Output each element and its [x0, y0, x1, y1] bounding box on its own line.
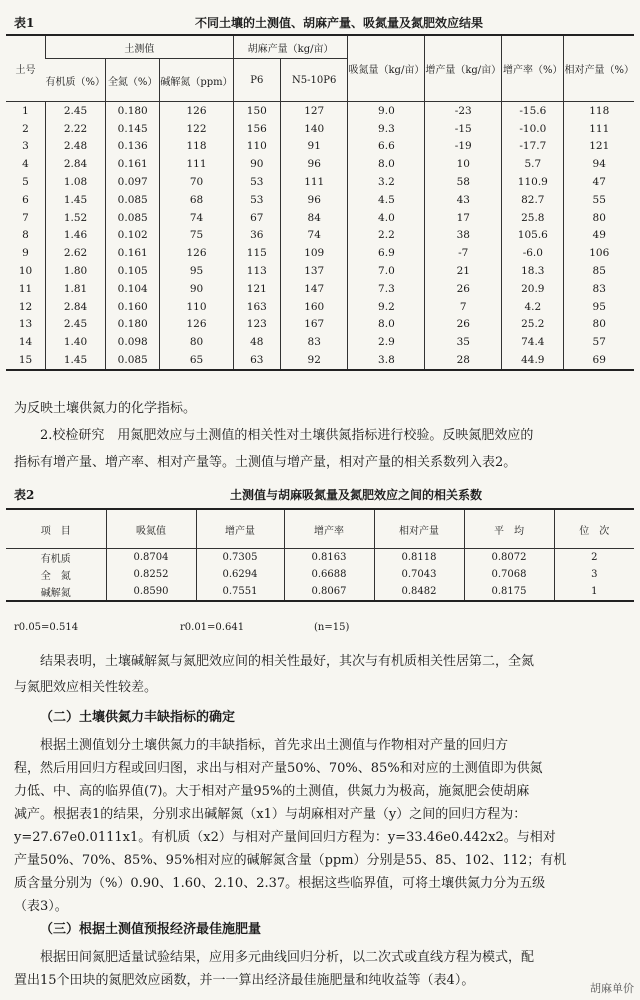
paragraph-3-line-1: 结果表明，土壤碱解氮与氮肥效应间的相关性最好，其次与有机质相关性居第二，全氮 [40, 654, 535, 669]
table1-row [6, 351, 634, 370]
table1-cell: 6.9 [348, 244, 425, 262]
table1-cell: 150 [233, 102, 280, 120]
table1-cell: 160 [280, 298, 348, 316]
table2-cell: 0.8067 [284, 583, 374, 601]
table1-cell: 1.80 [46, 262, 106, 280]
table1-cell: 74.4 [502, 333, 564, 351]
table1-cell: 10 [18, 265, 33, 278]
table1-cell: 0.160 [106, 298, 160, 316]
table1-cell: 110.9 [502, 173, 564, 191]
table1-cell: 74 [160, 209, 233, 227]
table1-cell: -7 [425, 244, 502, 262]
table1-cell: 7.3 [348, 280, 425, 298]
paragraph-5-line: 根据田间氮肥适量试验结果，应用多元曲线回归分析，以二次式或直线方程为模式，配 [40, 950, 535, 965]
table1-cell: 118 [160, 138, 233, 156]
table1-cell: 113 [233, 262, 280, 280]
table1-cell: 57 [564, 333, 634, 351]
table1-cell: 2.45 [46, 102, 106, 120]
section-heading-2: （二）土壤供氮力丰缺指标的确定 [40, 710, 236, 725]
table1-cell: 8.0 [348, 316, 425, 334]
table1-header-test-values: 土测值 [46, 35, 234, 59]
table1-cell: 14 [18, 336, 33, 349]
table1-cell: 123 [233, 316, 280, 334]
table1-cell: 18.3 [502, 262, 564, 280]
table2-cell: 0.7305 [196, 549, 284, 567]
table1-cell: 5.7 [502, 155, 564, 173]
table1-cell: 1.40 [46, 333, 106, 351]
table1-cell: 9 [22, 247, 29, 260]
table1-cell: 68 [160, 191, 233, 209]
table2-header-cell: 增产率 [284, 509, 374, 549]
table1-cell: 96 [280, 191, 348, 209]
paragraph-4-line: 产量50%、70%、85%、95%相对应的碱解氮含量（ppm）分别是55、85、102、112；有机 [14, 853, 567, 868]
table1-cell: 48 [233, 333, 280, 351]
table2-header-cell: 位 次 [554, 509, 634, 549]
table1-cell: 126 [160, 316, 233, 334]
table2-cell: 0.8163 [284, 549, 374, 567]
table1-cell: 1.45 [46, 191, 106, 209]
paragraph-4-line: 质含量分别为（%）0.90、1.60、2.10、2.37。根据这些临界值，可将土壤供氮力分为五级 [14, 876, 546, 891]
table1-cell: 122 [160, 120, 233, 138]
table2-header-cell: 增产量 [196, 509, 284, 549]
section-heading-3: （三）根据土测值预报经济最佳施肥量 [40, 922, 262, 937]
table2-cell: 1 [554, 583, 634, 601]
table1-row [6, 173, 634, 191]
table1-cell: 2.45 [46, 316, 106, 334]
table1-header-an: 碱解氮（ppm） [160, 59, 233, 102]
table1-cell: 4 [22, 158, 29, 171]
table1-cell: 8.0 [348, 155, 425, 173]
paragraph-2-line-1: 2.校检研究 用氮肥效应与土测值的相关性对土壤供氮指标进行校验。反映氮肥效应的 [40, 428, 534, 443]
table1-row [6, 333, 634, 351]
table1-cell: 147 [280, 280, 348, 298]
table1-cell: 126 [160, 102, 233, 120]
table1-cell: 90 [233, 155, 280, 173]
table1-cell: 0.161 [106, 244, 160, 262]
table1-cell: 36 [233, 227, 280, 245]
table1-cell: 126 [160, 244, 233, 262]
table1-cell: 2 [22, 122, 29, 135]
table1-cell: 26 [425, 316, 502, 334]
table1-cell: 10 [425, 155, 502, 173]
table1-cell: 1.81 [46, 280, 106, 298]
table1-cell: 85 [564, 262, 634, 280]
table1-cell: 105.6 [502, 227, 564, 245]
table1-cell: 95 [160, 262, 233, 280]
table1-cell: 156 [233, 120, 280, 138]
table1-cell: 1.46 [46, 227, 106, 245]
table1-cell: 75 [160, 227, 233, 245]
table1-cell: 2.84 [46, 155, 106, 173]
table1-cell: -23 [425, 102, 502, 120]
table2-cell: 3 [554, 566, 634, 583]
paragraph-3-line-2: 与氮肥效应相关性较差。 [14, 680, 158, 695]
table1-cell: 80 [564, 209, 634, 227]
table2-cell: 0.8175 [464, 583, 554, 601]
table1-cell: 2.9 [348, 333, 425, 351]
table2-label: 表2 [14, 488, 35, 502]
paragraph-4-line: （表3）。 [14, 899, 68, 914]
table1-cell: 9.3 [348, 120, 425, 138]
table1-cell: 4.5 [348, 191, 425, 209]
table1-header-n5: N5-10P6 [280, 59, 348, 102]
table1-cell: 17 [425, 209, 502, 227]
table1-cell: 111 [280, 173, 348, 191]
table1-cell: 8 [22, 229, 29, 242]
table1-header-increase: 增产量（kg/亩） [425, 35, 502, 102]
table1-cell: 0.104 [106, 280, 160, 298]
table2-header-cell: 平 均 [464, 509, 554, 549]
table2-cell: 全 氮 [40, 571, 71, 582]
table1-cell: 110 [233, 138, 280, 156]
table1-cell: 47 [564, 173, 634, 191]
table1-cell: 80 [160, 333, 233, 351]
table2-footnote-r001: r0.01=0.641 [180, 622, 245, 633]
table1-cell: 0.102 [106, 227, 160, 245]
table1-cell: 70 [160, 173, 233, 191]
table1-cell: 163 [233, 298, 280, 316]
table1-cell: 38 [425, 227, 502, 245]
table1-cell: 63 [233, 351, 280, 370]
table1-row [6, 191, 634, 209]
table1-cell: 7 [425, 298, 502, 316]
table1-cell: 90 [160, 280, 233, 298]
table2-cell: 0.8252 [106, 566, 196, 583]
table1-row [6, 244, 634, 262]
table1-cell: 121 [564, 138, 634, 156]
table1-header-relative: 相对产量（%） [564, 35, 634, 102]
table2-header-cell: 项 目 [40, 525, 71, 537]
table2-footnote-n: (n=15) [314, 622, 350, 633]
table1-cell: -15.6 [502, 102, 564, 120]
table1-cell: 67 [233, 209, 280, 227]
table1-row [6, 316, 634, 334]
table1-cell: 11 [18, 282, 33, 295]
table1-cell: 9.2 [348, 298, 425, 316]
paragraph-5-line: 置出15个田块的氮肥效应函数，并一一算出经济最佳施肥量和纯收益等（表4）。 [14, 973, 475, 988]
table1-cell: 94 [564, 155, 634, 173]
table1-cell: 5 [22, 176, 29, 189]
table1-cell: 1 [22, 104, 29, 117]
table1 [6, 34, 634, 371]
table1-cell: 4.0 [348, 209, 425, 227]
table1-label: 表1 [14, 16, 35, 30]
table2-footnote-r005: r0.05=0.514 [14, 622, 79, 633]
table1-cell: 0.180 [106, 316, 160, 334]
table1-cell: 74 [280, 227, 348, 245]
table2-cell: 0.8482 [374, 583, 464, 601]
table1-cell: 167 [280, 316, 348, 334]
table1-cell: 111 [564, 120, 634, 138]
table2-cell: 0.7551 [196, 583, 284, 601]
table1-cell: 0.145 [106, 120, 160, 138]
table1-cell: 2.84 [46, 298, 106, 316]
paragraph-4-line: 力低、中、高的临界值(7)。大于相对产量95%的土测值，供氮力为极高，施氮肥会使胡麻 [14, 784, 530, 799]
table1-row [6, 138, 634, 156]
table2-cell: 0.8118 [374, 549, 464, 567]
table1-cell: -6.0 [502, 244, 564, 262]
table2-cell: 0.8704 [106, 549, 196, 567]
table1-cell: 44.9 [502, 351, 564, 370]
table1-cell: 3.8 [348, 351, 425, 370]
table1-cell: 0.085 [106, 191, 160, 209]
table1-cell: -10.0 [502, 120, 564, 138]
paragraph-2-line-2: 指标有增产量、增产率、相对产量等。土测值与增产量，相对产量的相关系数列入表2。 [14, 455, 517, 470]
table1-cell: 0.085 [106, 351, 160, 370]
table1-header-p6: P6 [233, 59, 280, 102]
table1-cell: 9.0 [348, 102, 425, 120]
table1-cell: 58 [425, 173, 502, 191]
table1-title: 不同土壤的土测值、胡麻产量、吸氮量及氮肥效应结果 [195, 16, 484, 30]
table1-cell: 1.52 [46, 209, 106, 227]
table1-cell: 1.08 [46, 173, 106, 191]
table2-cell: 0.8072 [464, 549, 554, 567]
table1-cell: 137 [280, 262, 348, 280]
table1-cell: 82.7 [502, 191, 564, 209]
table1-cell: 55 [564, 191, 634, 209]
table1-cell: 84 [280, 209, 348, 227]
table1-cell: 3.2 [348, 173, 425, 191]
table1-cell: 118 [564, 102, 634, 120]
table1-cell: 6.6 [348, 138, 425, 156]
table1-cell: -15 [425, 120, 502, 138]
table1-cell: 69 [564, 351, 634, 370]
table1-cell: 1.45 [46, 351, 106, 370]
table1-cell: -17.7 [502, 138, 564, 156]
table1-cell: 26 [425, 280, 502, 298]
table1-cell: 2.62 [46, 244, 106, 262]
table1-cell: 15 [18, 354, 33, 367]
table1-header-rate: 增产率（%） [502, 35, 564, 102]
table1-row [6, 102, 634, 120]
table1-cell: 7 [22, 211, 29, 224]
table1-cell: -19 [425, 138, 502, 156]
table1-cell: 0.180 [106, 102, 160, 120]
table1-cell: 65 [160, 351, 233, 370]
paragraph-1: 为反映土壤供氮力的化学指标。 [14, 401, 197, 416]
table1-header-soil: 土号 [15, 65, 36, 76]
table2-cell: 0.6688 [284, 566, 374, 583]
table1-cell: 0.161 [106, 155, 160, 173]
table1-row [6, 262, 634, 280]
table1-cell: 2.48 [46, 138, 106, 156]
table1-cell: 92 [280, 351, 348, 370]
paragraph-4-line: 根据土测值划分土壤供氮力的丰缺指标，首先求出土测值与作物相对产量的回归方 [40, 738, 509, 753]
table1-cell: 110 [160, 298, 233, 316]
table2-header-cell: 相对产量 [374, 509, 464, 549]
table1-cell: 80 [564, 316, 634, 334]
table1-row [6, 227, 634, 245]
table2-cell: 2 [554, 549, 634, 567]
table1-cell: 106 [564, 244, 634, 262]
table1-cell: 28 [425, 351, 502, 370]
table1-cell: 53 [233, 191, 280, 209]
table1-cell: 25.8 [502, 209, 564, 227]
paragraph-4-line: 程，然后用回归方程或回归图，求出与相对产量50%、70%、85%和对应的土测值即为供氮 [14, 761, 543, 776]
table1-cell: 6 [22, 193, 29, 206]
table1-cell: 21 [425, 262, 502, 280]
paragraph-4-line: 减产。根据表1的结果，分别求出碱解氮（x1）与胡麻相对产量（y）之间的回归方程为： [14, 807, 527, 822]
paragraph-4-line: y=27.67e0.0111x1。有机质（x2）与相对产量间回归方程为：y=33.46e0.442x2。与相对 [14, 830, 556, 845]
table1-cell: 49 [564, 227, 634, 245]
table1-cell: 4.2 [502, 298, 564, 316]
table1-header-om: 有机质（%） [46, 59, 106, 102]
table1-cell: 20.9 [502, 280, 564, 298]
table1-cell: 43 [425, 191, 502, 209]
table1-cell: 115 [233, 244, 280, 262]
table2-cell: 0.8590 [106, 583, 196, 601]
table2-cell: 0.6294 [196, 566, 284, 583]
table1-cell: 12 [18, 300, 33, 313]
table1-header-uptake: 吸氮量（kg/亩） [348, 35, 425, 102]
table2 [6, 508, 634, 602]
table1-header-tn: 全氮（%） [106, 59, 160, 102]
table1-cell: 140 [280, 120, 348, 138]
table1-row [6, 155, 634, 173]
table1-cell: 121 [233, 280, 280, 298]
table2-row [6, 549, 634, 567]
table1-cell: 0.098 [106, 333, 160, 351]
table2-cell: 0.7068 [464, 566, 554, 583]
table2-cell: 碱解氮 [40, 588, 71, 599]
watermark-text: 胡麻单价 [590, 982, 634, 995]
table1-cell: 109 [280, 244, 348, 262]
table1-cell: 2.22 [46, 120, 106, 138]
table1-cell: 0.136 [106, 138, 160, 156]
table2-title: 土测值与胡麻吸氮量及氮肥效应之间的相关系数 [230, 488, 483, 502]
table1-row [6, 120, 634, 138]
table1-cell: 111 [160, 155, 233, 173]
table1-cell: 53 [233, 173, 280, 191]
table1-cell: 7.0 [348, 262, 425, 280]
table1-cell: 83 [564, 280, 634, 298]
table1-header-yield: 胡麻产量（kg/亩） [233, 35, 348, 59]
table1-cell: 3 [22, 140, 29, 153]
table1-cell: 0.097 [106, 173, 160, 191]
table2-cell: 有机质 [40, 554, 71, 565]
table1-cell: 127 [280, 102, 348, 120]
table1-row [6, 280, 634, 298]
table2-row [6, 566, 634, 583]
table1-cell: 35 [425, 333, 502, 351]
table2-row [6, 583, 634, 601]
table1-cell: 0.105 [106, 262, 160, 280]
table1-cell: 91 [280, 138, 348, 156]
table2-header-cell: 吸氮值 [106, 509, 196, 549]
table1-row [6, 298, 634, 316]
table1-cell: 95 [564, 298, 634, 316]
table2-cell: 0.7043 [374, 566, 464, 583]
table1-cell: 83 [280, 333, 348, 351]
table1-cell: 13 [18, 318, 33, 331]
table1-cell: 96 [280, 155, 348, 173]
table1-row [6, 209, 634, 227]
table1-cell: 25.2 [502, 316, 564, 334]
table1-cell: 0.085 [106, 209, 160, 227]
table1-cell: 2.2 [348, 227, 425, 245]
